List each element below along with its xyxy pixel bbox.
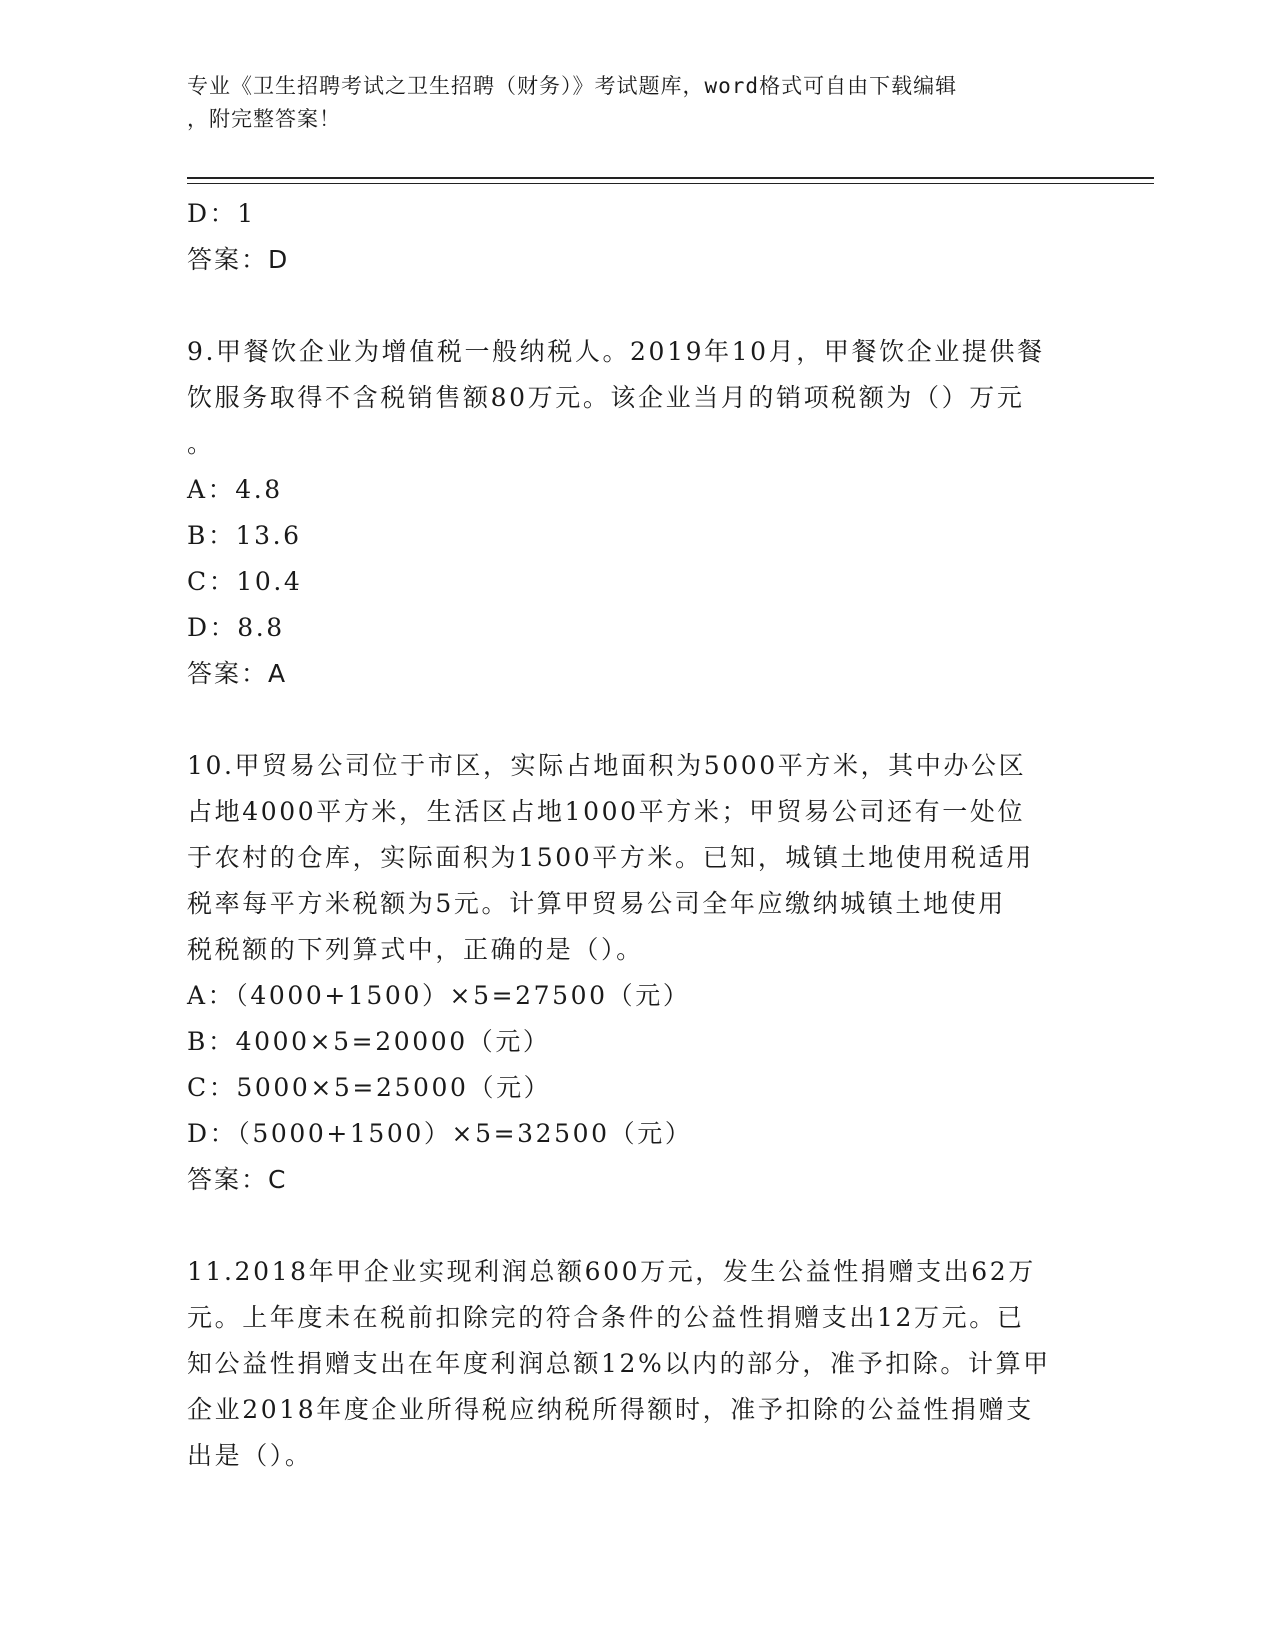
header-rule-thick — [187, 177, 1154, 179]
option-d: D：8.8 — [187, 613, 285, 642]
option-d: D：（5000+1500）×5=32500（元） — [187, 1119, 693, 1148]
answer-line: 答案：C — [187, 1165, 288, 1194]
question-stem-line: 占地4000平方米，生活区占地1000平方米；甲贸易公司还有一处位 — [187, 797, 1026, 826]
question-stem-line: 企业2018年度企业所得税应纳税所得额时，准予扣除的公益性捐赠支 — [187, 1395, 1034, 1424]
question-stem-line: 9.甲餐饮企业为增值税一般纳税人。2019年10月，甲餐饮企业提供餐 — [187, 337, 1045, 366]
spacer — [187, 697, 1087, 743]
option-b: B：13.6 — [187, 521, 302, 550]
spacer — [187, 1203, 1087, 1249]
question-stem-line: 11.2018年甲企业实现利润总额600万元，发生公益性捐赠支出62万 — [187, 1257, 1036, 1286]
option-c: C：10.4 — [187, 567, 303, 596]
question-stem-line: 10.甲贸易公司位于市区，实际占地面积为5000平方米，其中办公区 — [187, 751, 1027, 780]
document-header — [187, 70, 1087, 136]
question-stem-line: 于农村的仓库，实际面积为1500平方米。已知，城镇土地使用税适用 — [187, 843, 1034, 872]
option-a: A：4.8 — [187, 475, 283, 504]
question-stem-line: 出是（）。 — [187, 1441, 313, 1470]
question-stem-line: 。 — [187, 429, 215, 458]
question-11 — [187, 1249, 1087, 1479]
question-stem-line: 饮服务取得不含税销售额80万元。该企业当月的销项税额为（）万元 — [187, 383, 1025, 412]
question-9 — [187, 329, 1087, 697]
answer-line: 答案：D — [187, 245, 290, 274]
header-title-line-1: 专业《卫生招聘考试之卫生招聘（财务）》考试题库，word格式可自由下载编辑 — [187, 74, 958, 98]
question-stem-line: 知公益性捐赠支出在年度利润总额12%以内的部分，准予扣除。计算甲 — [187, 1349, 1051, 1378]
header-title-line-2: ，附完整答案！ — [187, 107, 341, 131]
option-d: D：1 — [187, 199, 256, 228]
spacer — [187, 283, 1087, 329]
question-stem-line: 税率每平方米税额为5元。计算甲贸易公司全年应缴纳城镇土地使用 — [187, 889, 1006, 918]
option-c: C：5000×5=25000（元） — [187, 1073, 552, 1102]
question-8-tail — [187, 191, 1087, 283]
question-stem-line: 税税额的下列算式中，正确的是（）。 — [187, 935, 644, 964]
answer-line: 答案：A — [187, 659, 288, 688]
header-rule-thin — [187, 183, 1154, 184]
document-body — [187, 191, 1087, 1479]
question-10 — [187, 743, 1087, 1203]
option-a: A：（4000+1500）×5=27500（元） — [187, 981, 691, 1010]
question-stem-line: 元。上年度未在税前扣除完的符合条件的公益性捐赠支出12万元。已 — [187, 1303, 1025, 1332]
option-b: B：4000×5=20000（元） — [187, 1027, 551, 1056]
